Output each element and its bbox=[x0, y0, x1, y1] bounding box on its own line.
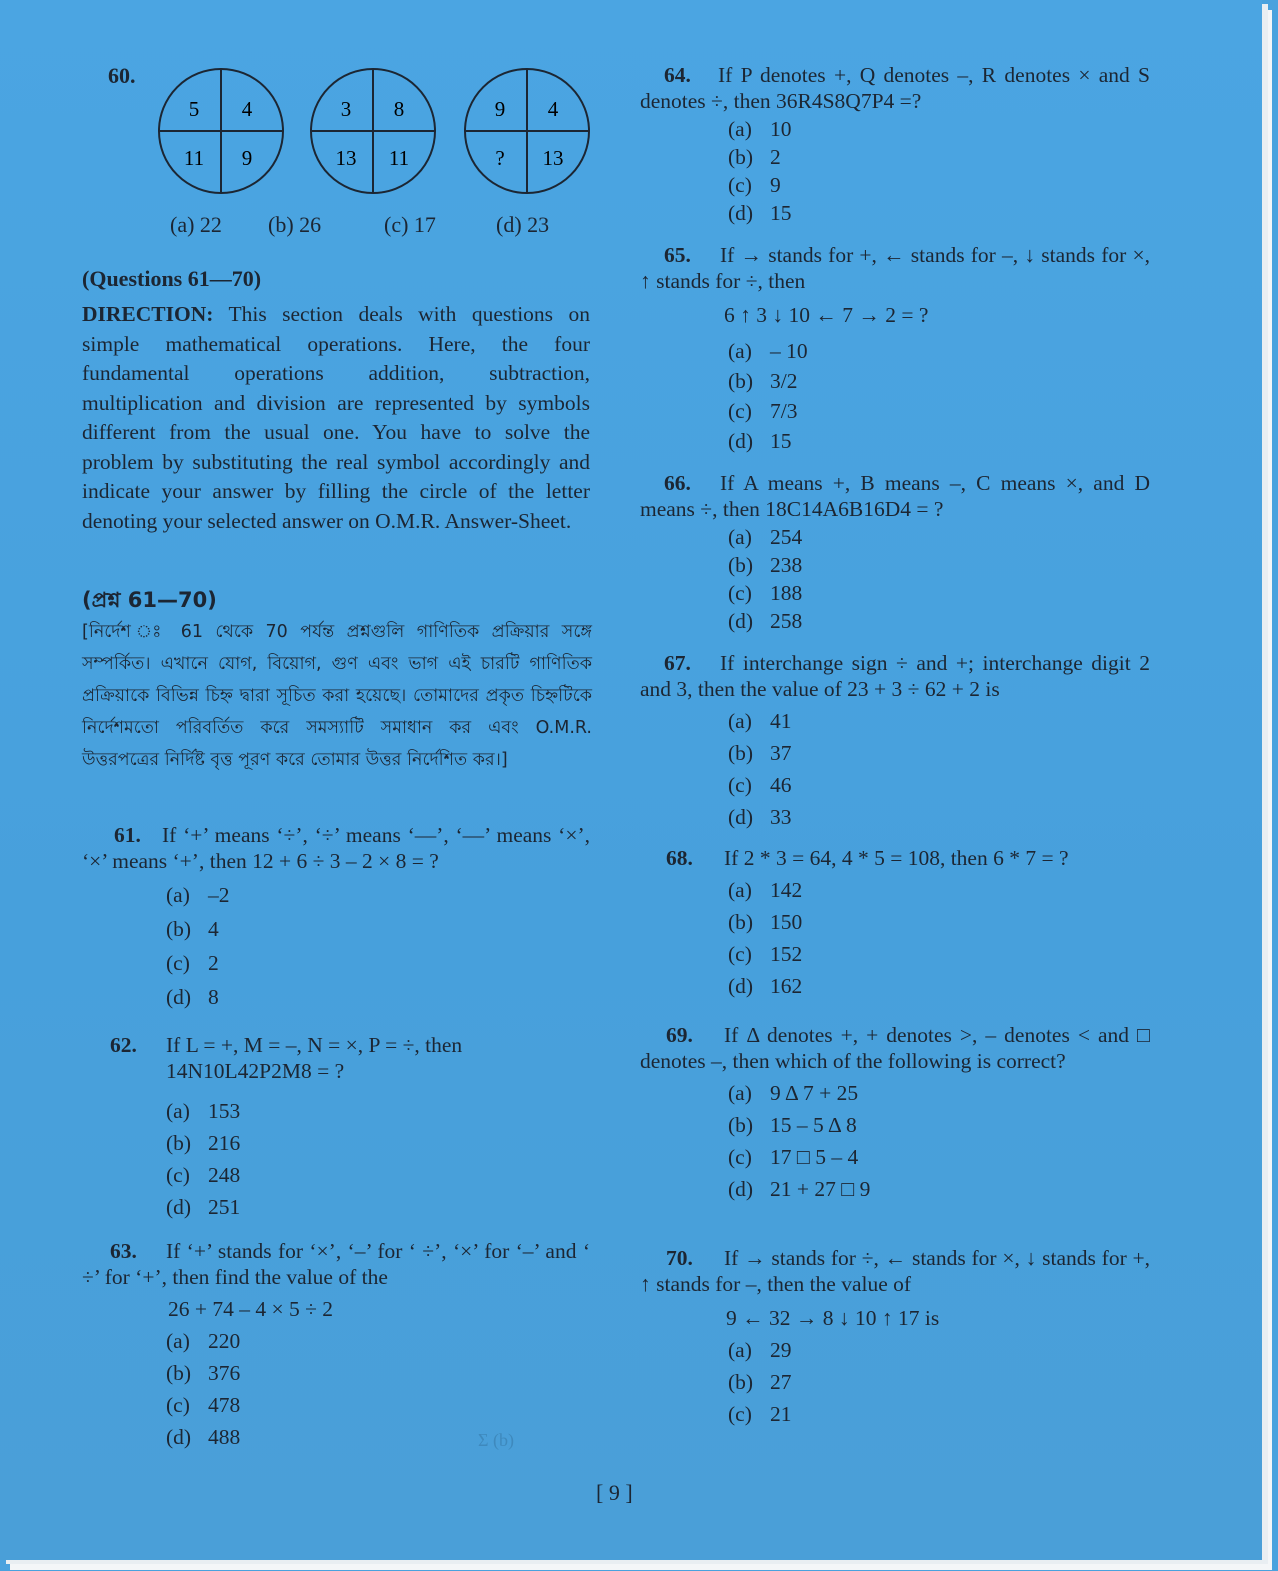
option: (c) 188 bbox=[728, 581, 803, 605]
option: (c) 248 bbox=[166, 1163, 241, 1187]
option: (c) 7/3 bbox=[728, 399, 798, 423]
question-stem: If P denotes +, Q denotes –, R denotes × and S denotes ÷, then 36R4S8Q7P4 =? bbox=[640, 63, 1150, 113]
circle-value: 9 bbox=[241, 146, 253, 170]
question-65 bbox=[640, 242, 1150, 458]
circle-value: 9 bbox=[494, 97, 506, 121]
question-stem: If ‘+’ stands for ‘×’, ‘–’ for ‘ ÷’, ‘×’ for ‘–’ and ‘ ÷’ for ‘+’, then find the value of the bbox=[82, 1239, 590, 1289]
page-number: [ 9 ] bbox=[596, 1480, 633, 1505]
option: (d) 15 bbox=[728, 201, 792, 225]
circle-figure bbox=[158, 68, 288, 198]
circle-value: 3 bbox=[340, 97, 352, 121]
option: (c) 17 bbox=[384, 212, 436, 237]
option: (c) 2 bbox=[166, 951, 219, 975]
question-number: 60. bbox=[108, 63, 136, 88]
question-stem: If interchange sign ÷ and +; interchange digit 2 and 3, then the value of 23 + 3 ÷ 62 + 2 is bbox=[640, 651, 1150, 701]
question-number: 67. bbox=[664, 651, 691, 675]
bengali-direction-text: [নির্দেশ ঃ 61 থেকে 70 পর্যন্ত প্রশ্নগুলি গাণিতিক প্রক্রিয়ার সঙ্গে সম্পর্কিত। এখানে যোগ, বিয়োগ, গুণ এবং ভাগ এই চারটি গাণিতিক প্রক্রিয়াকে বিভিন্ন চিহ্ন দ্বারা সূচিত করা হয়েছে। তোমাদের প্রকৃত চিহ্নটিকে নির্দেশমতো পরিবর্তিত করে সমস্যাটি সমাধান কর এবং O.M.R. উত্তরপত্রের নির্দিষ্ট বৃত্ত পূরণ করে তোমার উত্তর নির্দেশিত কর।] bbox=[82, 622, 592, 770]
circle-value: 11 bbox=[388, 146, 410, 170]
circle-value: 13 bbox=[542, 146, 564, 170]
question-62 bbox=[82, 1032, 590, 1226]
question-70 bbox=[640, 1245, 1150, 1433]
option: (a) 9 Δ 7 + 25 bbox=[728, 1081, 859, 1105]
question-61 bbox=[82, 822, 590, 1018]
circle-value: 5 bbox=[188, 97, 200, 121]
question-number: 68. bbox=[666, 846, 693, 870]
options-list bbox=[728, 1337, 1150, 1433]
question-stem: If A means +, B means –, C means ×, and D means ÷, then 18C14A6B16D4 = ? bbox=[640, 471, 1150, 521]
option: (b) 150 bbox=[728, 910, 803, 934]
question-63 bbox=[82, 1238, 590, 1456]
option: (c) 21 bbox=[728, 1402, 792, 1426]
direction-text: This section deals with questions on simple mathematical operations. Here, the four fundamental operations addition, subtraction, multiplication and division are represented by symbols different from the usual one. You have to solve the problem by substituting the real symbol accordingly and indicate your answer by filling the circle of the letter denoting your selected answer on O.M.R. Answer-Sheet. bbox=[82, 302, 590, 533]
option: (c) 46 bbox=[728, 773, 792, 797]
option: (a) 10 bbox=[728, 117, 792, 141]
circle-figure bbox=[464, 68, 594, 198]
direction-paragraph bbox=[82, 300, 590, 536]
option: (b) 4 bbox=[166, 917, 219, 941]
options-list bbox=[166, 1098, 590, 1226]
option: (b) 3/2 bbox=[728, 369, 798, 393]
expression: 6 ↑ 3 ↓ 10 ← 7 → 2 = ? bbox=[724, 303, 929, 327]
question-68 bbox=[640, 845, 1150, 1005]
circle-figure bbox=[310, 68, 440, 198]
faint-mark: Σ (b) bbox=[478, 1430, 514, 1450]
question-number: 64. bbox=[664, 63, 691, 87]
option: (a) 41 bbox=[728, 709, 792, 733]
option: (d) 162 bbox=[728, 974, 803, 998]
question-number: 69. bbox=[666, 1023, 693, 1047]
question-67 bbox=[640, 650, 1150, 836]
options-list bbox=[728, 877, 1150, 1005]
option: (b) 15 – 5 Δ 8 bbox=[728, 1113, 857, 1137]
circle-value: 8 bbox=[393, 97, 405, 121]
bengali-section-title: (প্রশ্ন 61—70) bbox=[82, 588, 217, 612]
options-list bbox=[728, 338, 1150, 458]
option: (d) 488 bbox=[166, 1425, 241, 1449]
option: (d) 251 bbox=[166, 1195, 241, 1219]
option: (b) 26 bbox=[268, 212, 322, 237]
circle-value: ? bbox=[495, 146, 505, 170]
option: (c) 9 bbox=[728, 173, 781, 197]
option: (a) –2 bbox=[166, 883, 230, 907]
question-stem: If → stands for ÷, ← stands for ×, ↓ stands for +, ↑ stands for –, then the value of bbox=[640, 1246, 1150, 1296]
question-number: 66. bbox=[664, 471, 691, 495]
circle-value: 11 bbox=[183, 146, 205, 170]
option: (a) 29 bbox=[728, 1338, 792, 1362]
option: (c) 17 □ 5 – 4 bbox=[728, 1145, 859, 1169]
option: (a) 220 bbox=[166, 1329, 241, 1353]
circle-value: 4 bbox=[241, 97, 253, 121]
question-stem: If 2 * 3 = 64, 4 * 5 = 108, then 6 * 7 = ? bbox=[724, 846, 1069, 870]
option: (a) – 10 bbox=[728, 339, 808, 363]
option: (b) 37 bbox=[728, 741, 792, 765]
option: (d) 258 bbox=[728, 609, 803, 633]
option: (d) 15 bbox=[728, 429, 792, 453]
options-list bbox=[728, 1080, 1150, 1208]
question-number: 63. bbox=[110, 1239, 137, 1263]
section-title: (Questions 61—70) bbox=[82, 266, 262, 291]
option: (d) 23 bbox=[496, 212, 550, 237]
option: (b) 2 bbox=[728, 145, 781, 169]
option: (b) 238 bbox=[728, 553, 803, 577]
option: (b) 376 bbox=[166, 1361, 241, 1385]
question-stem: If → stands for +, ← stands for –, ↓ stands for ×, ↑ stands for ÷, then bbox=[640, 243, 1150, 293]
options-list bbox=[166, 882, 590, 1018]
question-stem: If Δ denotes +, + denotes >, – denotes < and □ denotes –, then which of the following is correct? bbox=[640, 1023, 1150, 1073]
option: (a) 254 bbox=[728, 525, 803, 549]
options-list bbox=[728, 708, 1150, 836]
option: (a) 153 bbox=[166, 1099, 241, 1123]
q60-options bbox=[170, 212, 590, 238]
option: (b) 216 bbox=[166, 1131, 241, 1155]
question-number: 62. bbox=[110, 1033, 137, 1057]
options-list bbox=[728, 524, 1150, 636]
option: (b) 27 bbox=[728, 1370, 792, 1394]
question-number: 65. bbox=[664, 243, 691, 267]
option: (d) 33 bbox=[728, 805, 792, 829]
direction-label: DIRECTION: bbox=[82, 302, 214, 326]
option: (a) 142 bbox=[728, 878, 803, 902]
circle-value: 4 bbox=[547, 97, 559, 121]
options-list bbox=[166, 1328, 590, 1456]
circle-value: 13 bbox=[335, 146, 357, 170]
question-64 bbox=[640, 62, 1150, 228]
option: (c) 478 bbox=[166, 1393, 241, 1417]
option: (c) 152 bbox=[728, 942, 803, 966]
expression: 26 + 74 – 4 × 5 ÷ 2 bbox=[168, 1297, 334, 1321]
options-list bbox=[728, 116, 1150, 228]
question-69 bbox=[640, 1022, 1150, 1208]
option: (d) 8 bbox=[166, 985, 219, 1009]
question-number: 61. bbox=[114, 823, 141, 847]
question-stem: If ‘+’ means ‘÷’, ‘÷’ means ‘—’, ‘—’ means ‘×’, ‘×’ means ‘+’, then 12 + 6 ÷ 3 – 2 × 8 = ? bbox=[82, 823, 590, 873]
question-stem: If L = +, M = –, N = ×, P = ÷, then 14N10L42P2M8 = ? bbox=[166, 1033, 463, 1083]
question-number: 70. bbox=[666, 1246, 693, 1270]
circle-figures bbox=[158, 68, 598, 198]
expression: 9 ← 32 → 8 ↓ 10 ↑ 17 is bbox=[726, 1306, 940, 1330]
option: (d) 21 + 27 □ 9 bbox=[728, 1177, 871, 1201]
question-66 bbox=[640, 470, 1150, 636]
option: (a) 22 bbox=[170, 212, 222, 237]
